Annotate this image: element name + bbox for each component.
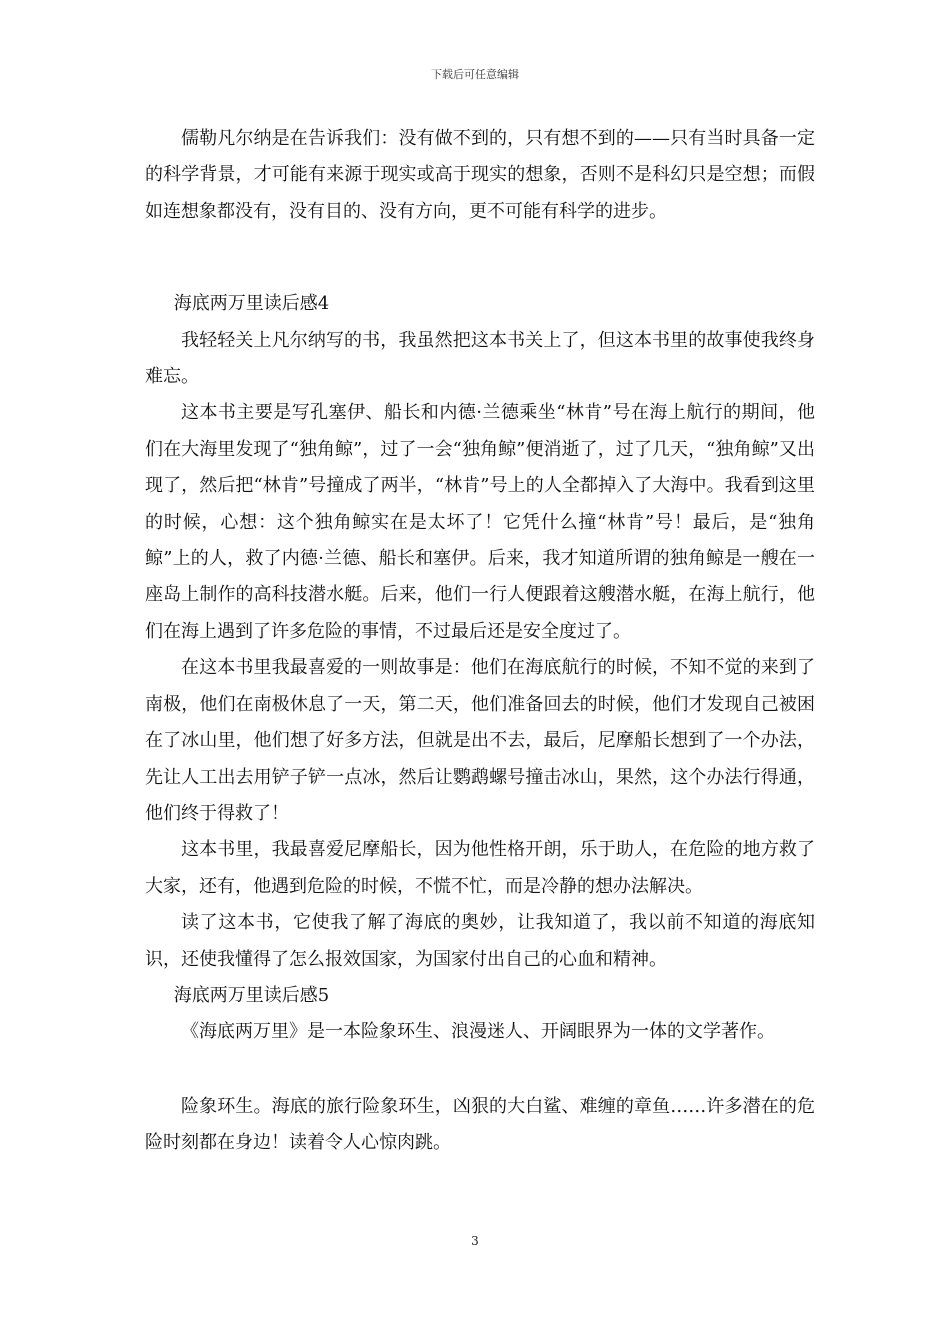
paragraph-gap	[145, 230, 815, 286]
paragraph-story-summary: 这本书主要是写孔塞伊、船长和内德·兰德乘坐“林肯”号在海上航行的期间，他们在大海里发现了“独角鲸”，过了一会“独角鲸”便消逝了，过了几天，“独角鲸”又出现了，然后把“林肯”号撞成了两半，“林肯”号上的人全都掉入了大海中。我看到这里的时候，心想：这个独角鲸实在是太坏了！它凭什么撞“林肯”号！最后，是“独角鲸”上的人，救了内德·兰德、船长和塞伊。后来，我才知道所谓的独角鲸是一艘在一座岛上制作的高科技潜水艇。后来，他们一行人便跟着这艘潜水艇，在海上航行，他们在海上遇到了许多危险的事情，不过最后还是安全度过了。	[145, 402, 815, 642]
paragraph-captain-nemo: 这本书里，我最喜爱尼摩船长，因为他性格开朗，乐于助人，在危险的地方救了大家，还有，他遇到危险的时候，不慌不忙，而是冷静的想办法解决。	[145, 839, 815, 897]
section-heading-5: 海底两万里读后感5	[173, 984, 330, 1006]
document-body	[145, 121, 815, 1162]
page-header: 下载后可任意编辑	[431, 68, 519, 81]
paragraph-dangers: 险象环生。海底的旅行险象环生，凶狠的大白鲨、难缠的章鱼……许多潜在的危险时刻都在身边！读着令人心惊肉跳。	[145, 1095, 815, 1154]
paragraph-closing-book: 我轻轻关上凡尔纳写的书，我虽然把这本书关上了，但这本书里的故事使我终身难忘。	[145, 329, 815, 388]
paragraph-gap	[145, 1051, 815, 1089]
section-heading-4: 海底两万里读后感4	[173, 293, 330, 315]
paragraph-book-intro: 《海底两万里》是一本险象环生、浪漫迷人、开阔眼界为一体的文学著作。	[181, 1021, 775, 1043]
paragraph-reflection: 读了这本书，它使我了解了海底的奥妙，让我知道了，我以前不知道的海底知识，还使我懂得了怎么报效国家，为国家付出自己的心血和精神。	[145, 912, 815, 970]
page-number: 3	[471, 1234, 479, 1248]
paragraph-favorite-story: 在这本书里我最喜爱的一则故事是：他们在海底航行的时候，不知不觉的来到了南极，他们在南极休息了一天，第二天，他们准备回去的时候，他们才发现自己被困在了冰山里，他们想了好多方法，但就是出不去，最后，尼摩船长想到了一个办法，先让人工出去用铲子铲一点冰，然后让鹦鹉螺号撞击冰山，果然，这个办法行得通，他们终于得救了！	[145, 657, 815, 824]
paragraph-verne-imagination: 儒勒凡尔纳是在告诉我们：没有做不到的，只有想不到的——只有当时具备一定的科学背景，才可能有来源于现实或高于现实的想象，否则不是科幻只是空想；而假如连想象都没有，没有目的、没有方向，更不可能有科学的进步。	[145, 128, 815, 222]
